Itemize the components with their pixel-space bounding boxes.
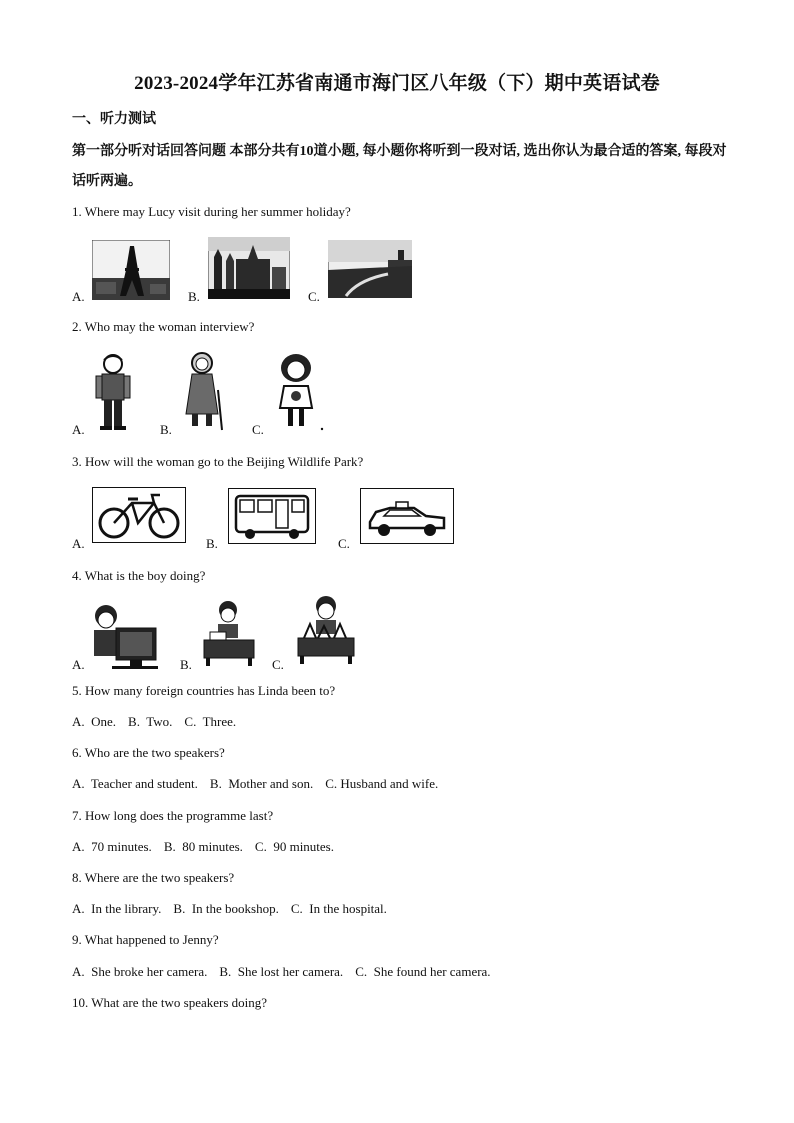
question-6-options [72,776,450,792]
option-label-c: C. [308,289,320,304]
option-b: B. Mother and son. [209,776,314,791]
question-9-options [72,964,503,980]
option-label-b: B. [188,289,200,304]
question-9: 9. What happened to Jenny? [72,932,219,947]
girl-figure [272,352,324,432]
option-label-a: A. [72,657,85,672]
option-c: C. Three. [184,714,237,729]
option-c: C. In the hospital. [290,901,387,916]
eiffel-tower-photo [92,240,170,300]
question-8-options [72,901,399,917]
question-5-options [72,714,248,730]
option-a: A. She broke her camera. [72,964,208,979]
section-heading: 一、听力测试 [72,112,156,127]
option-label-a: A. [72,536,85,551]
old-man-figure [90,352,136,432]
question-4: 4. What is the boy doing? [72,568,206,583]
question-3: 3. How will the woman go to the Beijing Wildlife Park? [72,454,364,469]
option-a: A. One. [72,714,117,729]
bicycle-drawing [92,487,186,543]
question-6: 6. Who are the two speakers? [72,745,225,760]
option-a: A. 70 minutes. [72,839,152,854]
boy-watering-plants [296,594,356,666]
page-title: 2023-2024学年江苏省南通市海门区八年级（下）期中英语试卷 [134,73,660,94]
option-a: A. In the library. [72,901,162,916]
option-b: B. Two. [128,714,173,729]
cathedral-photo [208,237,290,299]
option-label-a: A. [72,289,85,304]
boy-at-computer [88,602,160,670]
option-c: C. 90 minutes. [254,839,334,854]
option-label-b: B. [180,657,192,672]
option-b: B. She lost her camera. [219,964,344,979]
section-instructions: 第一部分听对话回答问题 本部分共有10道小题, 每小题你将听到一段对话, 选出你认为最合适的答案, 每段对话听两遍。 [72,144,727,189]
question-2: 2. Who may the woman interview? [72,319,255,334]
option-label-c: C. [338,536,350,551]
bus-drawing [228,488,316,544]
option-c: C. Husband and wife. [325,776,439,791]
question-5: 5. How many foreign countries has Linda been to? [72,683,336,698]
question-7: 7. How long does the programme last? [72,808,274,823]
option-label-b: B. [206,536,218,551]
option-b: B. In the bookshop. [173,901,279,916]
question-1: 1. Where may Lucy visit during her summer holiday? [72,204,351,219]
option-label-a: A. [72,422,85,437]
old-woman-with-cane-figure [178,350,228,432]
seaside-road-photo [328,240,412,298]
question-10: 10. What are the two speakers doing? [72,995,268,1010]
taxi-drawing [360,488,454,544]
option-c: C. She found her camera. [355,964,491,979]
question-8: 8. Where are the two speakers? [72,870,235,885]
question-7-options [72,839,346,855]
option-label-c: C. [272,657,284,672]
option-label-b: B. [160,422,172,437]
boy-reading-at-desk [200,598,256,668]
option-label-c: C. [252,422,264,437]
option-a: A. Teacher and student. [72,776,198,791]
option-b: B. 80 minutes. [163,839,243,854]
